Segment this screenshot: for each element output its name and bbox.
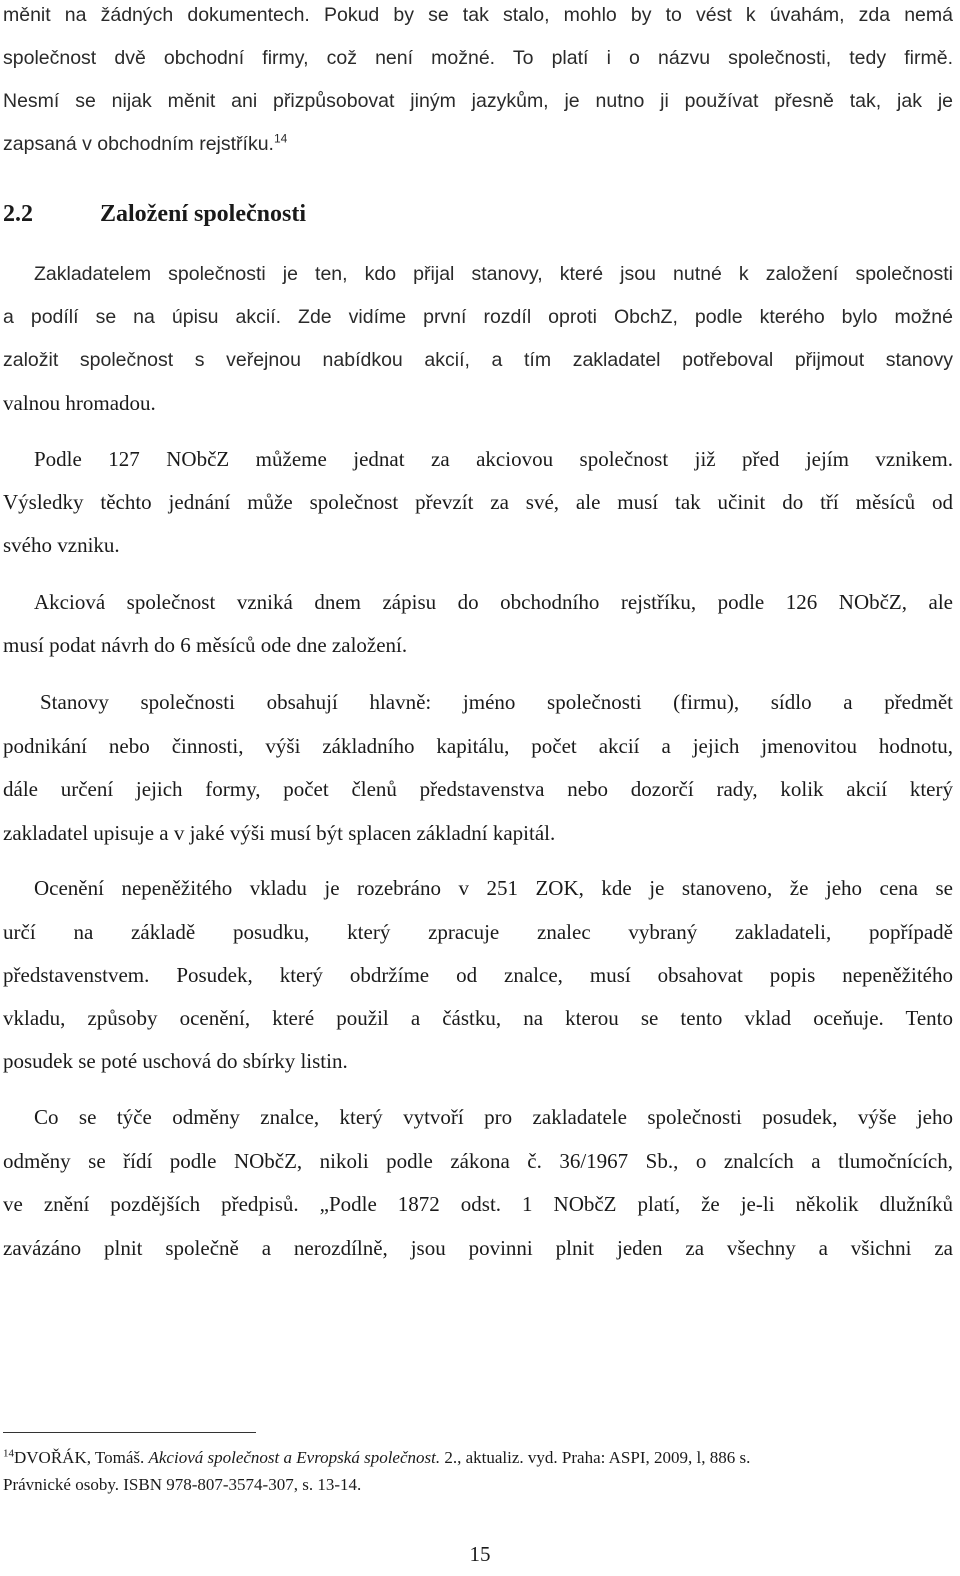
paragraph-line: Podle 127 NObčZ můžeme jednat za akciovou společnost již před jejím vznikem. — [34, 447, 953, 471]
paragraph-line: zavázáno plnit společně a nerozdílně, jsou povinni plnit jeden za všechny a všichni za — [3, 1236, 953, 1260]
paragraph-line: společnost dvě obchodní firmy, což není možné. To platí i o názvu společnosti, tedy firmě. — [3, 47, 953, 69]
paragraph-line: valnou hromadou. — [3, 391, 156, 415]
footnote-marker: 14 — [3, 1447, 14, 1460]
paragraph-line: dále určení jejich formy, počet členů představenstva nebo dozorčí rady, kolik akcií který — [3, 777, 953, 801]
footnote-divider — [3, 1432, 256, 1433]
paragraph-line: Akciová společnost vzniká dnem zápisu do obchodního rejstříku, podle 126 NObčZ, ale — [34, 590, 953, 614]
paragraph-line: a podílí se na úpisu akcií. Zde vidíme první rozdíl oproti ObchZ, podle kterého bylo možné — [3, 306, 953, 328]
paragraph-line: Nesmí se nijak měnit ani přizpůsobovat jiným jazykům, je nutno ji používat přesně tak, jak je — [3, 90, 953, 112]
paragraph-line: svého vzniku. — [3, 533, 120, 557]
footnote — [3, 1446, 958, 1470]
section-title: Založení společnosti — [100, 201, 307, 227]
paragraph-line: měnit na žádných dokumentech. Pokud by se tak stalo, mohlo by to vést k úvahám, zda nemá — [3, 4, 953, 26]
footnote-reference: 14 — [273, 131, 288, 146]
paragraph-line: musí podat návrh do 6 měsíců ode dne založení. — [3, 633, 408, 657]
paragraph-line: vkladu, způsoby ocenění, které použil a částku, na kterou se tento vklad oceňuje. Tento — [3, 1006, 953, 1030]
section-heading — [3, 198, 703, 230]
page-number: 15 — [469, 1542, 491, 1566]
paragraph-line: založit společnost s veřejnou nabídkou akcií, a tím zakladatel potřeboval přijmout stanovy — [3, 349, 953, 371]
paragraph-line: Zakladatelem společnosti je ten, kdo přijal stanovy, které jsou nutné k založení společnosti — [34, 263, 953, 285]
section-number: 2.2 — [3, 201, 33, 227]
paragraph-line: ve znění pozdějších předpisů. „Podle 1872 odst. 1 NObčZ platí, že je-li několik dlužníků — [3, 1192, 953, 1216]
footnote-line: Právnické osoby. ISBN 978-807-3574-307, s. 13-14. — [3, 1475, 362, 1494]
footnote-title: Akciová společnost a Evropská společnost. — [148, 1448, 441, 1467]
paragraph-line: Stanovy společnosti obsahují hlavně: jméno společnosti (firmu), sídlo a předmět — [40, 690, 953, 714]
paragraph-line: posudek se poté uschová do sbírky listin. — [3, 1049, 348, 1073]
paragraph-line: určí na základě posudku, který zpracuje znalec vybraný zakladateli, popřípadě — [3, 920, 953, 944]
footnote-publication: 2., aktualiz. vyd. Praha: ASPI, 2009, l, 886 s. — [444, 1448, 751, 1467]
paragraph-line: zapsaná v obchodním rejstříku.$^{14}$ — [3, 131, 288, 155]
paragraph-line: podnikání nebo činnosti, výši základního kapitálu, počet akcií a jejich jmenovitou hodnotu, — [3, 734, 953, 758]
paragraph-line: Výsledky těchto jednání může společnost převzít za své, ale musí tak učinit do tří měsíců od — [3, 490, 953, 514]
paragraph-line: Co se týče odměny znalce, který vytvoří pro zakladatele společnosti posudek, výše jeho — [34, 1105, 953, 1129]
paragraph-line: představenstvem. Posudek, který obdržíme od znalce, musí obsahovat popis nepeněžitého — [3, 963, 953, 987]
paragraph-line: odměny se řídí podle NObčZ, nikoli podle zákona č. 36/1967 Sb., o znalcích a tlumočnících, — [3, 1149, 953, 1173]
paragraph-line: zakladatel upisuje a v jaké výši musí být splacen základní kapitál. — [3, 821, 556, 845]
footnote-author: DVOŘÁK, Tomáš. — [14, 1448, 145, 1467]
paragraph-line: Ocenění nepeněžitého vkladu je rozebráno v 251 ZOK, kde je stanoveno, že jeho cena se — [34, 876, 953, 900]
